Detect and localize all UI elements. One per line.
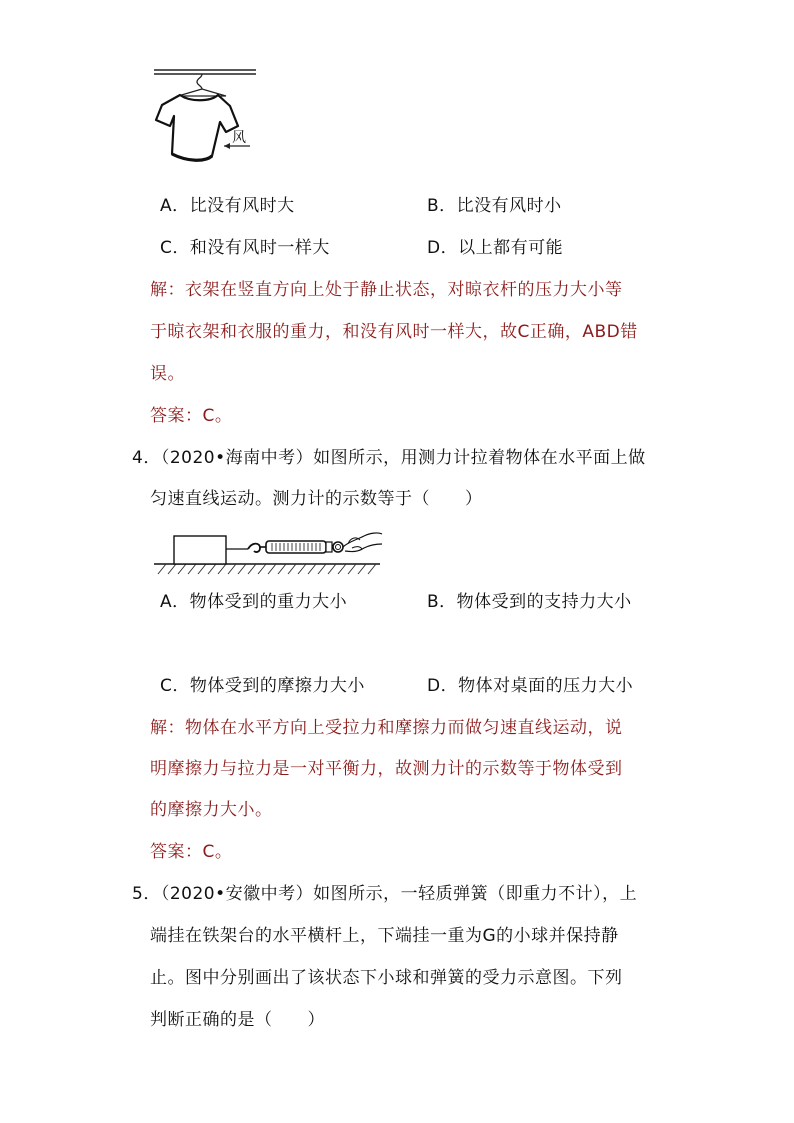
spring-scale-figure	[152, 522, 384, 578]
wind-label: 风	[232, 130, 246, 146]
q3-solution-line-1: 解：衣架在竖直方向上处于静止状态，对晾衣杆的压力大小等	[150, 280, 623, 300]
q4-option-a: A．物体受到的重力大小	[160, 592, 348, 612]
q4-stem-line-2: 匀速直线运动。测力计的示数等于（ ）	[150, 489, 483, 509]
q3-solution-line-3: 误。	[150, 364, 185, 384]
q3-option-b: B．比没有风时小	[427, 196, 562, 216]
q4-solution-line-2: 明摩擦力与拉力是一对平衡力，故测力计的示数等于物体受到	[150, 759, 623, 779]
q3-option-a: A．比没有风时大	[160, 196, 295, 216]
q5-stem-line-3: 止。图中分别画出了该状态下小球和弹簧的受力示意图。下列	[150, 968, 623, 988]
q4-answer: 答案：C。	[150, 842, 233, 862]
q3-option-d: D．以上都有可能	[427, 238, 564, 258]
q4-option-d: D．物体对桌面的压力大小	[427, 676, 634, 696]
q4-option-c: C．物体受到的摩擦力大小	[160, 676, 365, 696]
q3-answer: 答案：C。	[150, 406, 233, 426]
q5-stem-line-2: 端挂在铁架台的水平横杆上，下端挂一重为G的小球并保持静	[150, 926, 619, 946]
q3-solution-line-2: 于晾衣架和衣服的重力，和没有风时一样大，故C正确，ABD错	[150, 322, 638, 342]
q4-option-b: B．物体受到的支持力大小	[427, 592, 632, 612]
shirt-on-hanger-figure	[150, 62, 260, 172]
q4-solution-line-3: 的摩擦力大小。	[150, 800, 273, 820]
q5-stem-line-4: 判断正确的是（ ）	[150, 1010, 325, 1030]
q4-stem-line-1: 4．（2020•海南中考）如图所示，用测力计拉着物体在水平面上做	[132, 448, 646, 468]
q3-option-c: C．和没有风时一样大	[160, 238, 330, 258]
q5-stem-line-1: 5．（2020•安徽中考）如图所示，一轻质弹簧（即重力不计），上	[132, 884, 638, 904]
q4-solution-line-1: 解：物体在水平方向上受拉力和摩擦力而做匀速直线运动，说	[150, 718, 623, 738]
